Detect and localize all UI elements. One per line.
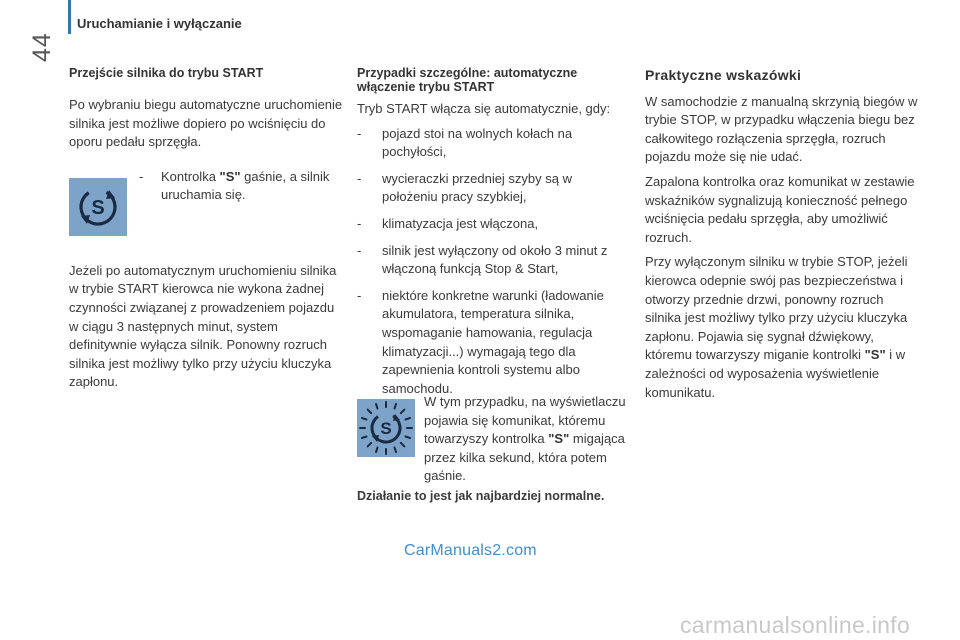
list-item: - pojazd stoi na wolnych kołach na pochyłości,	[357, 125, 573, 160]
carmanualsonline-watermark: carmanualsonline.info	[680, 612, 911, 638]
flashing-warning-row	[357, 393, 629, 483]
section-title: Uruchamianie i wyłączanie	[77, 16, 242, 31]
start-mode-paragraph-1: Po wybraniu biegu automatyczne uruchomienie silnika jest możliwe dopiero po wciśnięciu do oporu pedału sprzęgła.	[69, 97, 343, 150]
start-warning-text: Kontrolka "S" gaśnie, a silnik uruchamia się.	[161, 168, 330, 203]
svg-text:S: S	[91, 196, 105, 219]
special-cases-intro: Tryb START włącza się automatycznie, gdy:	[357, 101, 611, 116]
column-practical-tips	[645, 66, 920, 408]
column-start-mode	[69, 66, 344, 392]
practical-tips-paragraph-3: Przy wyłączonym silniku w trybie STOP, jeżeli kierowca odepnie swój pas bezpieczeństwa i otworzy przednie drzwi, ponowny rozruch silnika jest możliwy tylko przy użyciu kluczyka zapłonu. Pojawia się sygnał dźwiękowy, któremu towarzyszy miganie kontrolki "S" i w zależności od wyposażenia wyświetlenie komunikatu.	[645, 254, 908, 400]
carmanuals2-watermark: CarManuals2.com	[404, 542, 537, 559]
list-item: - wycieraczki przedniej szyby są w położeniu pracy szybkiej,	[357, 170, 573, 205]
normal-operation-note: Działanie to jest jak najbardziej normalne.	[357, 489, 605, 503]
list-item: - silnik jest wyłączony od około 3 minut z włączoną funkcją Stop & Start,	[357, 242, 608, 277]
practical-tips-heading: Praktyczne wskazówki	[645, 67, 802, 83]
special-cases-list	[357, 125, 629, 399]
flashing-warning-text: W tym przypadku, na wyświetlaczu pojawia się komunikat, któremu towarzyszy kontrolka "S" migająca przez kilka sekund, która potem gaśnie.	[424, 394, 626, 484]
special-cases-heading: Przypadki szczególne: automatyczne włączenie trybu START	[357, 66, 578, 94]
list-item: - niektóre konkretne warunki (ładowanie akumulatora, temperatura silnika, wspomaganie hamowania, regulacja klimatyzacji...) wymagają tego dla zapewnienia kontroli systemu albo samochodu.	[357, 287, 604, 396]
list-dash: -	[139, 168, 144, 184]
start-mode-paragraph-2: Jeżeli po automatycznym uruchomieniu silnika w trybie START kierowca nie wykona żadnej czynności związanej z prowadzeniem pojazdu w ciągu 3 następnych minut, system definitywnie wyłącza silnik. Ponowny rozruch silnika jest możliwy tylko przy użyciu kluczyka zapłonu.	[69, 262, 337, 390]
svg-text:S: S	[380, 419, 392, 438]
header-accent-bar	[68, 0, 71, 34]
practical-tips-paragraph-1: W samochodzie z manualną skrzynią biegów w trybie STOP, w przypadku włączenia biegu bez całkowitego rozłączenia sprzęgła, rozruch pojazdu może się nie udać.	[645, 93, 918, 165]
stop-start-s-flashing-icon	[357, 399, 415, 457]
stop-start-s-icon	[69, 178, 127, 236]
start-warning-row	[69, 168, 344, 254]
column-special-cases	[357, 66, 629, 503]
start-mode-heading: Przejście silnika do trybu START	[69, 66, 264, 80]
list-item: - klimatyzacja jest włączona,	[357, 215, 539, 231]
practical-tips-paragraph-2: Zapalona kontrolka oraz komunikat w zestawie wskaźników sygnalizują konieczność pełnego wciśnięcia pedału sprzęgła, aby umożliwić rozruch.	[645, 173, 915, 245]
page-number: 44	[28, 32, 56, 62]
